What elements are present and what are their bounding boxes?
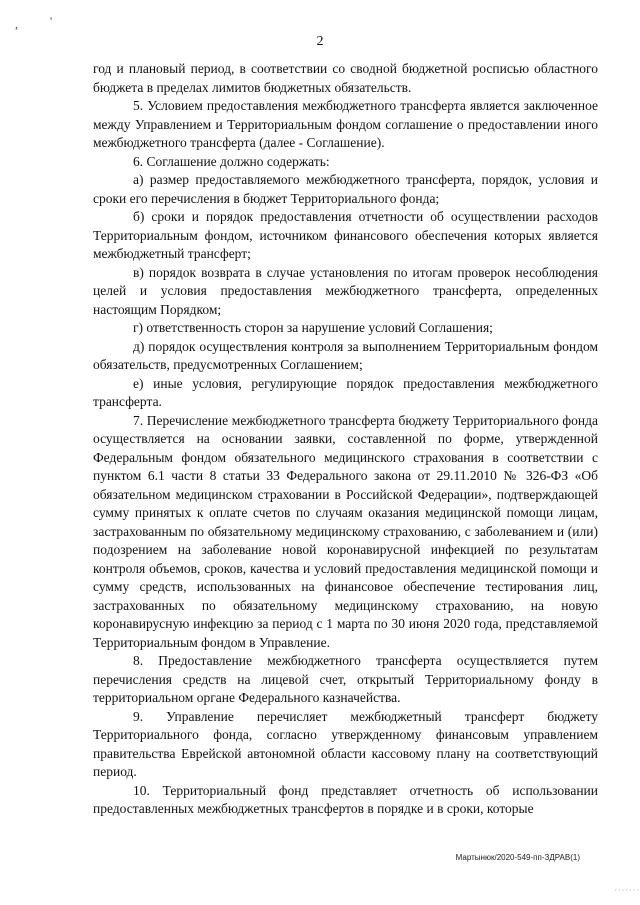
scan-artifact-mark: ' bbox=[50, 14, 53, 28]
document-reference: Мартынюк/2020-549-пп-ЗДРАВ(1) bbox=[455, 853, 580, 862]
paragraph-clause-10: 10. Территориальный фонд представляет отчетность об использовании предоставленных межбюджетных трансфертов в порядке и в сроки, которые bbox=[93, 782, 598, 816]
paragraph-item-a: а) размер предоставляемого межбюджетного трансферта, порядок, условия и сроки его перечисления в бюджет Территориального фонда; bbox=[93, 172, 598, 206]
paragraph-continuation: год и плановый период, в соответствии со сводной бюджетной росписью областного бюджета в пределах лимитов бюджетных обязательств. bbox=[93, 61, 598, 95]
paragraph-clause-5: 5. Условием предоставления межбюджетного трансферта является заключенное между Управлением и Территориальным фондом соглашение о предоставлении иного межбюджетного трансферта (далее - Соглашение). bbox=[93, 98, 598, 150]
paragraph-clause-9: 9. Управление перечисляет межбюджетный трансферт бюджету Территориального фонда, согласно утвержденному финансовым управлением правительства Еврейской автономной области кассовому плану на соответствующий период. bbox=[93, 708, 598, 779]
paragraph-clause-8: 8. Предоставление межбюджетного трансферта осуществляется путем перечисления средств на лицевой счет, открытый Территориальному фонду в территориальном органе Федерального казначейства. bbox=[93, 653, 598, 705]
paragraph-clause-7: 7. Перечисление межбюджетного трансферта бюджету Территориального фонда осуществляется на основании заявки, составленной по форме, утвержденной Федеральным фондом обязательного медицинского страхования в соответствии с пунктом 6.1 части 8 статьи 33 Федерального закона от 29.11.2010 № 326-ФЗ «Об обязательном медицинском страховании в Российской Федерации», подтверждающей сумму принятых к оплате счетов по случаям оказания медицинской помощи лицам, застрахованным по обязательному медицинскому страхованию, с заболеванием и (или) подозрением на заболевание новой коронавирусной инфекцией по результатам контроля объемов, сроков, качества и условий предоставления медицинской помощи и сумму средств, использованных на финансовое обеспечение тестирования лиц, застрахованных по обязательному медицинскому страхованию, на новую коронавирусную инфекцию за период с 1 марта по 30 июня 2020 года, представляемой Территориальным фондом в Управление. bbox=[93, 412, 598, 650]
page-number: 2 bbox=[316, 34, 324, 49]
scan-artifact-dots: ······· bbox=[614, 886, 640, 895]
paragraph-item-v: в) порядок возврата в случае установления по итогам проверок несоблюдения целей и условия предоставления межбюджетного трансферта, определенных настоящим Порядком; bbox=[93, 264, 598, 317]
paragraph-item-g: г) ответственность сторон за нарушение условий Соглашения; bbox=[133, 320, 493, 335]
paragraph-clause-6: 6. Соглашение должно содержать: bbox=[133, 153, 330, 169]
paragraph-item-b: б) сроки и порядок предоставления отчетности об осуществлении расходов Территориальным фондом, источником финансового обеспечения которых является межбюджетный трансферт; bbox=[93, 209, 598, 261]
document-body bbox=[93, 60, 598, 819]
paragraph-item-d: д) порядок осуществления контроля за выполнением Территориальным фондом обязательств, предусмотренных Соглашением; bbox=[93, 338, 598, 372]
paragraph-item-e: е) иные условия, регулирующие порядок предоставления межбюджетного трансферта. bbox=[93, 375, 598, 409]
scan-artifact-mark: , bbox=[15, 17, 18, 31]
